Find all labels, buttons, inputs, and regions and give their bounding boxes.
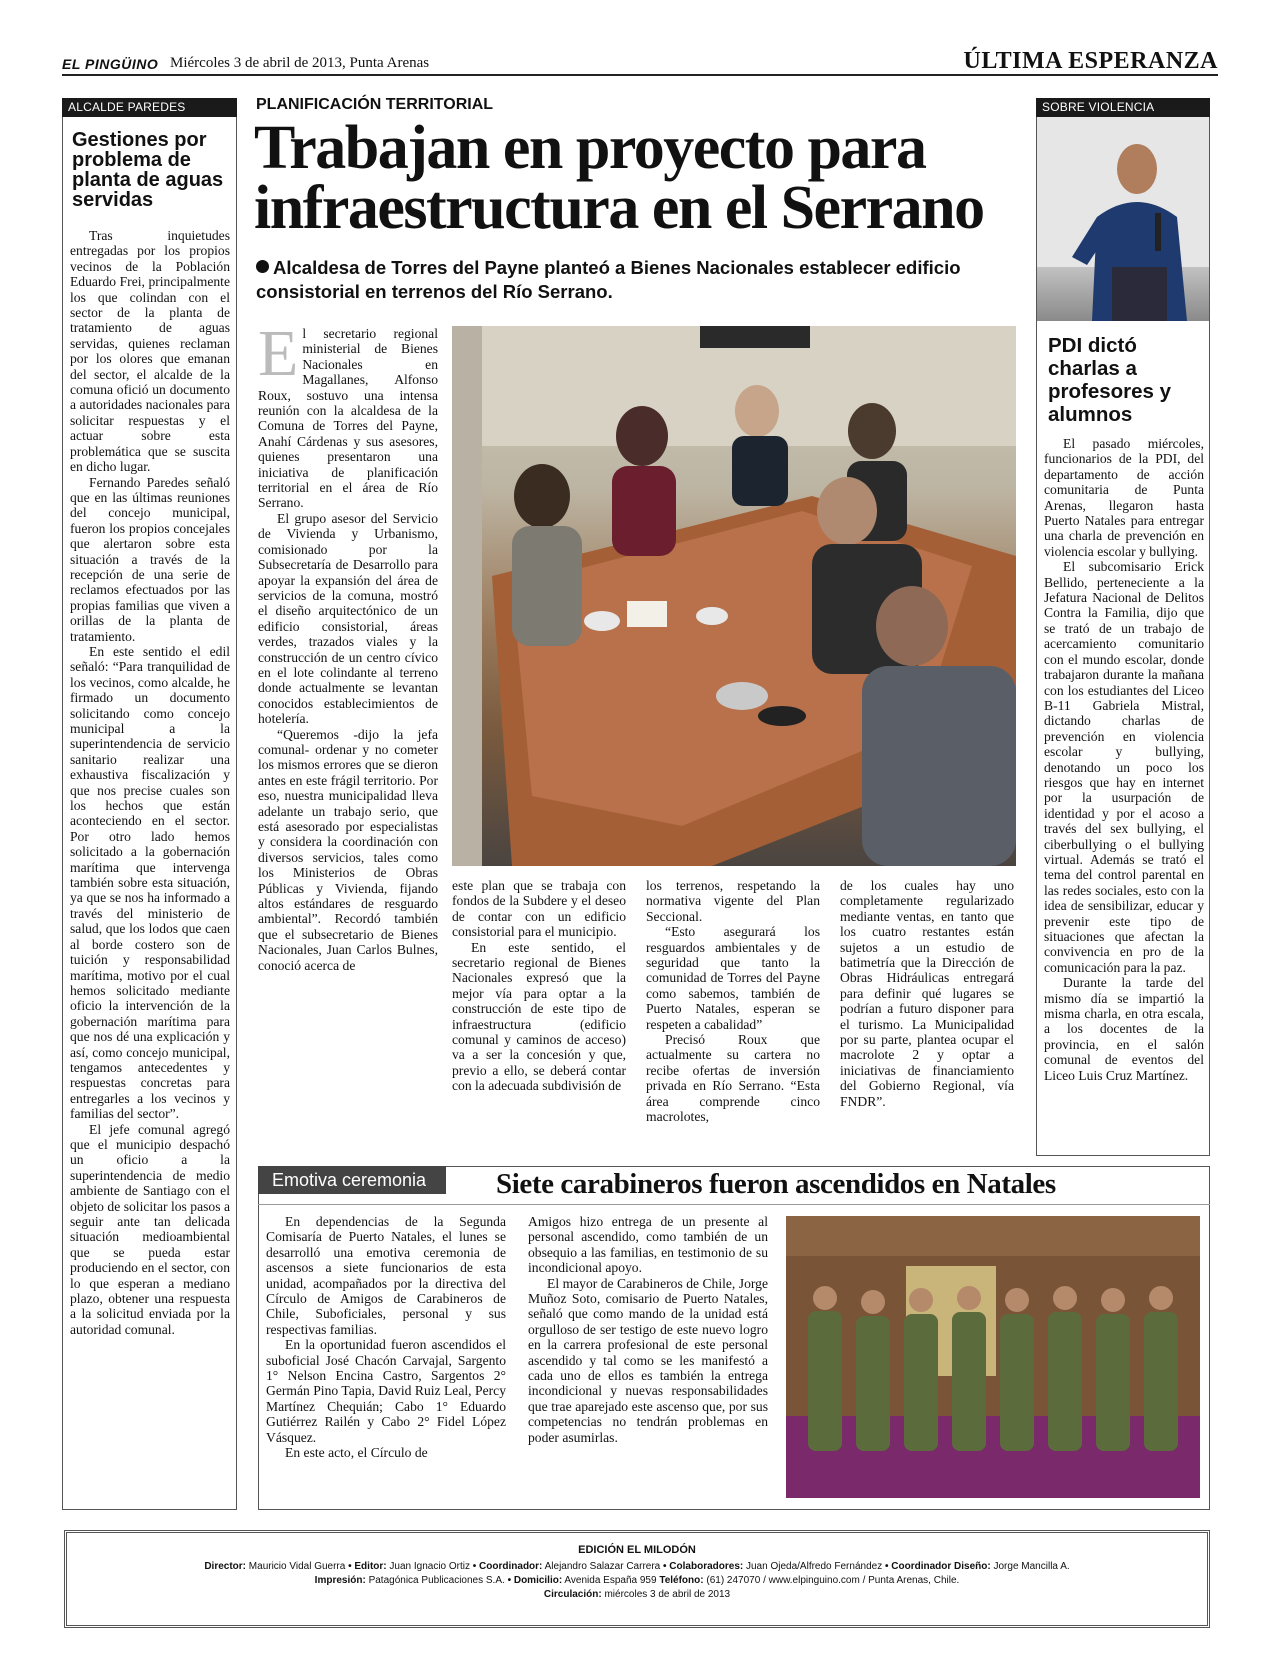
paragraph: El subcomisario Erick Bellido, perteneciente a la Jefatura Nacional de Delitos Contra la Familia, dijo que se trató de un trabajo de acercamiento comunitario con el mundo escolar, donde trabajaron durante la mañana con los estudiantes del Liceo B-11 Gabriela Mistral, dictando charlas de prevención en violencia escolar y bullying, denotando un poco los riesgos que hay en internet por la usurpación de identidad y por el acoso a través del sex bullying, el ciberbullying o el bullying virtual. Además se trató el tema del control parental en las redes sociales, esto con la idea de sensibilizar, educar y prevenir este tipo de situaciones que afectan la convivencia en pro de la comunicación para la paz. [1044,559,1204,975]
right-column-tag: SOBRE VIOLENCIA [1036,98,1210,117]
main-kicker: PLANIFICACIÓN TERRITORIAL [256,96,494,113]
right-column-body [1044,436,1204,1083]
paragraph: En este sentido, el secretario regional de Bienes Nacionales expresó que la mejor vía para optar a la construcción de este tipo de infraestructura (edificio comunal y caminos de acceso) va a ser la concesión y que, previo a ello, se deberá contar con la adecuada subdivisión de [452,939,626,1094]
right-column-headline: PDI dictó charlas a profesores y alumnos [1048,334,1172,426]
credits-line-1 [64,1560,1210,1574]
deck-text: Alcaldesa de Torres del Payne planteó a Bienes Nacionales establecer edificio consistorial en terrenos del Río Serrano. [256,257,961,302]
credit-value: Juan Ojeda/Alfredo Fernández [746,1561,883,1572]
paragraph: Durante la tarde del mismo día se impartió la misma charla, en otra escala, a los docentes de la provincia, en el salón comunal de eventos del Liceo Luis Cruz Martínez. [1044,975,1204,1083]
dateline: Miércoles 3 de abril de 2013, Punta Arenas [170,55,430,71]
credit-label: • Domicilio: [507,1575,563,1586]
credit-value: (61) 247070 / www.elpinguino.com / Punta Arenas, Chile. [706,1575,960,1586]
credit-label: Circulación: [543,1589,602,1600]
paragraph: l secretario regional ministerial de Bienes Nacionales en Magallanes, Alfonso Roux, sostuvo una intensa reunión con la alcaldesa de la Comuna de Torres del Payne, Anahí Cárdenas y sus asesores, quienes presentaron una iniciativa de planificación territorial en el área de Río Serrano. [258,326,438,511]
left-column-tag: ALCALDE PAREDES [62,98,237,117]
main-column-1 [258,317,438,973]
main-deck [256,256,1016,304]
paragraph: En la oportunidad fueron ascendidos el suboficial José Chacón Carvajal, Sargento 1° Nelson Encina Castro, Sargentos 2° Germán Pino Tapia, David Ruiz Leal, Percy Martínez Chequián; Cabo 1° Eduardo Gutiérrez Railén y Cabo 2° Fidel López Vásquez. [266,1337,506,1445]
paragraph: Fernando Paredes señaló que en las últimas reuniones del concejo municipal, fueron los propios concejales que alertaron sobre esta situación a través de la recepción de una serie de reclamos efectuados por las propias familias que viven a orillas de la planta de tratamiento. [70,474,230,644]
credits-line-3 [64,1588,1210,1602]
drop-cap: E [258,317,299,390]
bottom-story-rule [258,1204,1210,1205]
paragraph: Amigos hizo entrega de un presente al personal ascendido, como también de un obsequio a las familias, en testimonio de su incondicional apoyo. [528,1214,768,1276]
section-title: ÚLTIMA ESPERANZA [963,48,1218,74]
speaker-photo [1037,117,1209,321]
credit-label: • Colaboradores: [663,1561,744,1572]
credits-line-2 [64,1574,1210,1588]
credit-value: Juan Ignacio Ortiz [389,1561,470,1572]
credit-label: • Editor: [348,1561,387,1572]
ceremony-photo [786,1216,1200,1498]
main-column-4 [840,878,1014,1109]
page-header [62,48,1218,76]
credit-value: Patagónica Publicaciones S.A. [368,1575,505,1586]
bottom-column-2 [528,1214,768,1445]
paragraph: “Queremos -dijo la jefa comunal- ordenar y no cometer los mismos errores que se dieron antes en este frágil territorio. Por eso, nuestra municipalidad lleva adelante un trabajo serio, que está asesorado por especialistas y considera la coordinación con diversos servicios, tales como los Ministerios de Obras Públicas y Vivienda, fijando altos estándares de resguardo ambiental”. Recordó también que el subsecretario de Bienes Nacionales, Juan Carlos Bulnes, conoció acerca de [258,726,438,973]
paragraph: “Esto asegurará los resguardos ambientales y de seguridad que tanto la comunidad de Torres del Payne como sabemos, también de Puerto Natales, esperan se respeten a cabalidad” [646,924,820,1032]
credit-label: • Coordinador: [472,1561,543,1572]
paragraph: Tras inquietudes entregadas por los propios vecinos de la Población Eduardo Frei, principalmente los que colindan con el sector de la planta de tratamiento de aguas servidas, quienes reclaman por los olores que emanan del sector, el alcalde de la comuna ofició un documento a autoridades nacionales para solicitar respuestas y el actuar sobre esta problemática que se suscita en dicho lugar. [70,228,230,475]
ceremony-illustration [786,1216,1200,1498]
paragraph: En este sentido el edil señaló: “Para tranquilidad de los vecinos, como alcalde, he firmado un documento solicitando como concejo municipal a la superintendencia de servicio sanitario realizar una exhaustiva fiscalización y que nos precise cuales son los hechos que están aconteciendo en el sector. Por otro lado hemos solicitado a la gobernación marítima que intervenga también sobre esta situación, ya que se nos ha informado a través del ministerio de salud, que los lodos que caen al borde costero son de tuición y responsabilidad marítima, motivo por el cual hemos solicitado mediante oficio la intervención de la gobernación marítima para que nos dé una explicación y así, como concejo municipal, tengamos antecedentes y respuestas concretas para entregarles a los vecinos y familias del sector”. [70,643,230,1122]
footer-edition: EDICIÓN EL MILODÓN [578,1544,696,1556]
left-column-body [70,228,230,1337]
paragraph: de los cuales hay uno completamente regularizado mediante ventas, en tanto que los cuatro restantes están sujetos a un estudio de batimetría que la Dirección de Obras Hidráulicas entregará para definir qué lugares se podrían a futuro disponer para el turismo. La Municipalidad por su parte, plantea ocupar el macrolote 2 y optar a iniciativas de financiamiento del Gobierno Regional, vía FNDR”. [840,878,1014,1109]
speaker-illustration [1037,117,1209,321]
credit-value: Jorge Mancilla A. [993,1561,1070,1572]
credit-label: • Coordinador Diseño: [884,1561,991,1572]
paragraph: los terrenos, respetando la normativa vigente del Plan Seccional. [646,878,820,924]
paragraph: En dependencias de la Segunda Comisaría de Puerto Natales, el lunes se desarrolló una emotiva ceremonia de ascensos a siete funcionarios de esta unidad, acompañados por la directiva del Círculo de Amigos de Carabineros de Chile, Suboficiales, personal y sus respectivas familias. [266,1214,506,1337]
main-headline: Trabajan en proyecto para infraestructura en el Serrano [254,114,984,242]
main-column-2 [452,878,626,1094]
credit-label: Teléfono: [659,1575,704,1586]
credit-label: Impresión: [314,1575,366,1586]
paragraph: El jefe comunal agregó que el municipio despachó un oficio a la superintendencia de medio ambiente de Santiago con el objeto de solicitar los pasos a seguir ante tan delicada situación medioambiental que se pueda estar produciendo en el sector, con lo que esperan a mediano plazo, obtener una respuesta a la solicitud enviada por la autoridad comunal. [70,1121,230,1337]
bullet-icon [256,260,269,273]
paragraph: este plan que se trabaja con fondos de la Subdere y el deseo de contar con un edificio consistorial para el municipio. [452,878,626,940]
credit-value: Avenida España 959 [564,1575,657,1586]
bottom-column-1 [266,1214,506,1461]
footer-credits [64,1560,1210,1602]
credit-value: Mauricio Vidal Guerra [248,1561,346,1572]
meeting-photo [452,326,1016,866]
main-column-3 [646,878,820,1125]
header-rule [62,74,1218,76]
credit-label: Director: [204,1561,247,1572]
credit-value: miércoles 3 de abril de 2013 [604,1589,731,1600]
paragraph: El pasado miércoles, funcionarios de la PDI, del departamento de acción comunitaria de Punta Arenas, llegaron hasta Puerto Natales para entregar una charla de prevención en violencia escolar y bullying. [1044,436,1204,559]
paragraph: Precisó Roux que actualmente su cartera no recibe ofertas de inversión privada en Río Serrano. “Esta área comprende cinco macrolotes, [646,1032,820,1125]
left-column-headline: Gestiones por problema de planta de aguas servidas [72,129,224,211]
paragraph: En este acto, el Círculo de [285,1445,428,1461]
meeting-photo-illustration [452,326,1016,866]
paragraph: El mayor de Carabineros de Chile, Jorge Muñoz Soto, comisario de Puerto Natales, señaló que como mando de la unidad está orgulloso de ser testigo de este nuevo logro en la carrera profesional de este personal ascendido y tal como se les manifestó a cada uno de ellos es también la entrega incondicional y nuevas responsabilidades que trae aparejado este ascenso que, por sus competencias no tendrán problemas en poder asumirlas. [528,1275,768,1445]
newspaper-logo: EL PINGÜINO [62,56,159,72]
bottom-story-tag: Emotiva ceremonia [258,1166,446,1194]
paragraph: El grupo asesor del Servicio de Vivienda y Urbanismo, comisionado por la Subsecretaría de Desarrollo para apoyar la expansión del área de servicios de la comuna, mostró el diseño arquitectónico de un edificio consistorial, áreas verdes, trazados viales y la construcción de un centro cívico en el lote colindante al terreno donde actualmente se levantan conocidos establecimientos de hotelería. [258,510,438,727]
bottom-story-headline: Siete carabineros fueron ascendidos en Natales [496,1168,1056,1200]
credit-value: Alejandro Salazar Carrera [544,1561,661,1572]
